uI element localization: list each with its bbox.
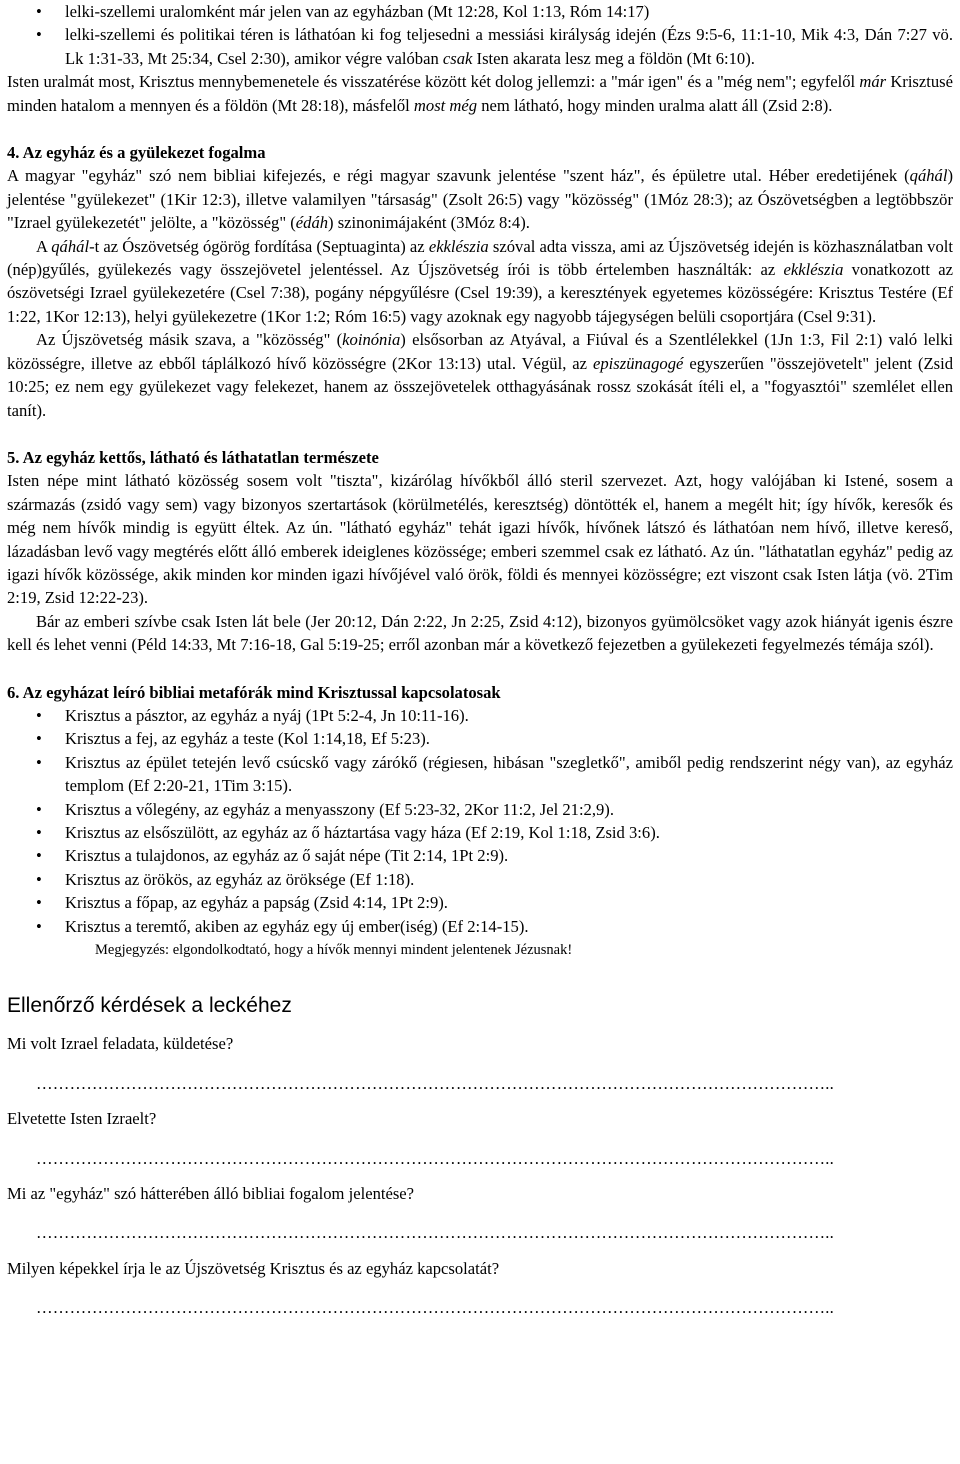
bullet-icon: • <box>36 705 42 725</box>
metaphor-bullet-list <box>7 704 953 938</box>
emphasis-text: qáhál <box>51 236 90 256</box>
metaphor-text: Krisztus a főpap, az egyház a papság (Zsid 4:14, 1Pt 2:9). <box>65 893 448 913</box>
section-5-heading: 5. Az egyház kettős, látható és láthatatlan természete <box>7 447 379 467</box>
question-text: Mi volt Izrael feladata, küldetése? <box>7 1034 234 1054</box>
question-text: Elvetette Isten Izraelt? <box>7 1109 157 1129</box>
emphasis-text: ekklészia <box>783 260 844 280</box>
section-6-note: Megjegyzés: elgondolkodtató, hogy a hívők mennyi mindent jelentenek Jézusnak! <box>95 942 573 959</box>
answer-line[interactable]: …………………………………………………………………………………………………………………………….. <box>36 1148 835 1168</box>
list-item <box>7 727 953 750</box>
emphasis-text: episzünagogé <box>593 353 684 373</box>
metaphor-text: Krisztus a fej, az egyház a teste (Kol 1:14,18, Ef 5:23). <box>65 729 430 749</box>
metaphor-text: Krisztus az örökös, az egyház az öröksége (Ef 1:18). <box>65 869 415 889</box>
section-5-paragraph: Bár az emberi szívbe csak Isten lát bele (Jer 20:12, Dán 2:22, Jn 2:25, Zsid 4:12), bizonyos gyümölcsöket vagy azok hiányát igenis észre kell és lehet venni (Péld 14:33, Mt 7:16-18, Gal 5:19-25; erről azonban már a következő fejezetben a gyülekezeti fegyelmezés témája szól). <box>7 611 953 655</box>
intro-paragraph: Isten uralmát most, Krisztus mennybemenetele és visszatérése között két dolog jellemzi: a "már igen" és a "még nem"; egyfelől már Krisztusé minden hatalom a mennyen és a földön (Mt 28:18), másfelől most még nem látható, hogy minden uralma alatt áll (Zsid 2:8). <box>7 72 953 115</box>
bullet-icon: • <box>36 916 42 936</box>
section-4-heading: 4. Az egyház és a gyülekezet fogalma <box>7 143 266 163</box>
section-6-heading: 6. Az egyházat leíró bibliai metafórák mind Krisztussal kapcsolatosak <box>7 682 501 702</box>
bullet-icon: • <box>36 846 42 866</box>
list-item <box>7 23 953 70</box>
questions-heading: Ellenőrző kérdések a leckéhez <box>7 994 292 1018</box>
question-text: Milyen képekkel írja le az Újszövetség Krisztus és az egyház kapcsolatát? <box>7 1258 500 1278</box>
list-item <box>7 704 953 727</box>
emphasis-text: ekklészia <box>428 236 489 256</box>
list-item <box>7 915 953 938</box>
emphasis-text: koinónia <box>342 330 401 350</box>
metaphor-text: Krisztus az épület tetején levő csúcskő vagy zárókő (régiesen, hibásan "szegletkő", amiből pedig rendszerint négy van), az egyház templom (Ef 2:20-21, 1Tim 3:15). <box>65 752 953 796</box>
list-item <box>7 0 953 23</box>
section-4-paragraph: Az Újszövetség másik szava, a "közösség" (koinónia) elsősorban az Atyával, a Fiúval és a Szentlélekkel (1Jn 1:3, Fil 2:1) való lelki közösségre, illetve az ebből táplálkozó hívő közösségre (2Kor 13:13) utal. Végül, az episzünagogé egyszerűen "összejövetelt" jelent (Zsid 10:25; ez nem egy gyülekezet vagy felekezet, hanem az összejövetelek otthagyásának rossz szokását ítéli el, a "fogyasztói" szemlélet ellen tanít). <box>7 330 954 420</box>
bullet-icon: • <box>36 869 42 889</box>
answer-line[interactable]: …………………………………………………………………………………………………………………………….. <box>36 1073 835 1093</box>
list-item <box>7 821 953 844</box>
bullet-icon: • <box>36 729 42 749</box>
list-item <box>7 891 953 914</box>
list-item <box>7 798 953 821</box>
answer-line[interactable]: …………………………………………………………………………………………………………………………….. <box>36 1223 835 1243</box>
metaphor-text: Krisztus a pásztor, az egyház a nyáj (1Pt 5:2-4, Jn 10:11-16). <box>65 705 469 725</box>
bullet-icon: • <box>36 752 42 772</box>
list-item <box>7 844 953 867</box>
emphasis-text: most még <box>413 95 478 115</box>
rich-text: lelki-szellemi és politikai téren is láthatóan ki fog teljesedni a messiási királyság idején (Ézs 9:5-6, 11:1-10, Mik 4:3, Dán 7:27 vö. Lk 1:31-33, Mt 25:34, Csel 2:30), amikor végre valóban csak Isten akarata lesz meg a földön (Mt 6:10). <box>65 25 953 68</box>
bullet-icon: • <box>36 799 42 819</box>
bullet-icon: • <box>36 823 42 842</box>
section-5-paragraph: Isten népe mint látható közösség sosem volt "tiszta", kizárólag hívőkből álló steril szervezet. Azt, hogy valójában ki Istené, sosem a származás (zsidó vagy sem) vagy bizonyos szertartások (körülmetélés, keresztség) döntötték el, hanem a megélt hit; így hívők, keresők és még nem hívők mindig is együtt éltek. Az ún. "látható egyház" tehát igazi hívők, hívőnek látszó és láthatóan nem hívő, illetve kereső, lázadásban levő vagy megtérés előtt álló emberek ideiglenes közössége; emberi szemmel csak ez látható. Az ún. "láthatatlan egyház" pedig az igazi hívők közössége, akik minden kor minden igazi hívőjével való örök, földi és mennyei közösségre; ezt viszont csak Isten látja (vö. 2Tim 2:19, Zsid 12:22-23). <box>7 471 953 608</box>
metaphor-text: Krisztus a vőlegény, az egyház a menyasszony (Ef 5:23-32, 2Kor 11:2, Jel 21:2,9). <box>65 799 614 819</box>
list-item <box>7 751 953 798</box>
rich-text: lelki-szellemi uralomként már jelen van az egyházban (Mt 12:28, Kol 1:13, Róm 14:17) <box>65 2 650 21</box>
kingdom-bullet-list <box>7 0 953 70</box>
bullet-icon: • <box>36 893 42 913</box>
question-text: Mi az "egyház" szó hátterében álló bibliai fogalom jelentése? <box>7 1184 415 1204</box>
emphasis-text: édáh <box>295 213 329 233</box>
metaphor-text: Krisztus a tulajdonos, az egyház az ő saját népe (Tit 2:14, 1Pt 2:9). <box>65 846 509 866</box>
section-4-paragraph: A magyar "egyház" szó nem bibliai kifejezés, e régi magyar szavunk jelentése "szent ház", és épületre utal. Héber eredetijének (qáhál) jelentése "gyülekezet" (1Kir 12:3), illetve valamilyen "társaság" (Zsolt 26:5) vagy "közösség" (1Móz 28:3); az Ószövetségben a legtöbbször "Izrael gyülekezetét" jelölte, a "közösség" (édáh) szinonimájaként (3Móz 8:4). <box>7 166 953 233</box>
emphasis-text: qáhál <box>909 166 948 186</box>
bullet-icon: • <box>36 25 42 45</box>
metaphor-text: Krisztus az elsőszülött, az egyház az ő háztartása vagy háza (Ef 2:19, Kol 1:18, Zsid 3:6). <box>65 823 660 842</box>
emphasis-text: már <box>859 72 887 92</box>
bullet-icon: • <box>36 2 42 21</box>
answer-line[interactable]: …………………………………………………………………………………………………………………………….. <box>36 1298 835 1318</box>
emphasis-text: csak <box>442 48 473 68</box>
section-4-paragraph: A qáhál-t az Ószövetség ógörög fordítása (Septuaginta) az ekklészia szóval adta vissza, ami az Újszövetség idején is közhasználatban volt (nép)gyűlés, gyülekezés vagy összejövetel jelentéssel. Az Újszövetség írói is több értelemben használták: az ekklészia vonatkozott az ószövetségi Izrael gyülekezetére (Csel 7:38), pogány népgyűlésre (Csel 19:39), a keresztények egyetemes közösségére: Krisztus Testére (Ef 1:22, 1Kor 12:13), helyi gyülekezetre (1Kor 1:2; Róm 16:5) vagy azoknak egy nagyobb tájegységen belüli csoportjára (Csel 9:31). <box>7 236 953 326</box>
list-item <box>7 868 953 891</box>
metaphor-text: Krisztus a teremtő, akiben az egyház egy új ember(iség) (Ef 2:14-15). <box>65 916 529 936</box>
